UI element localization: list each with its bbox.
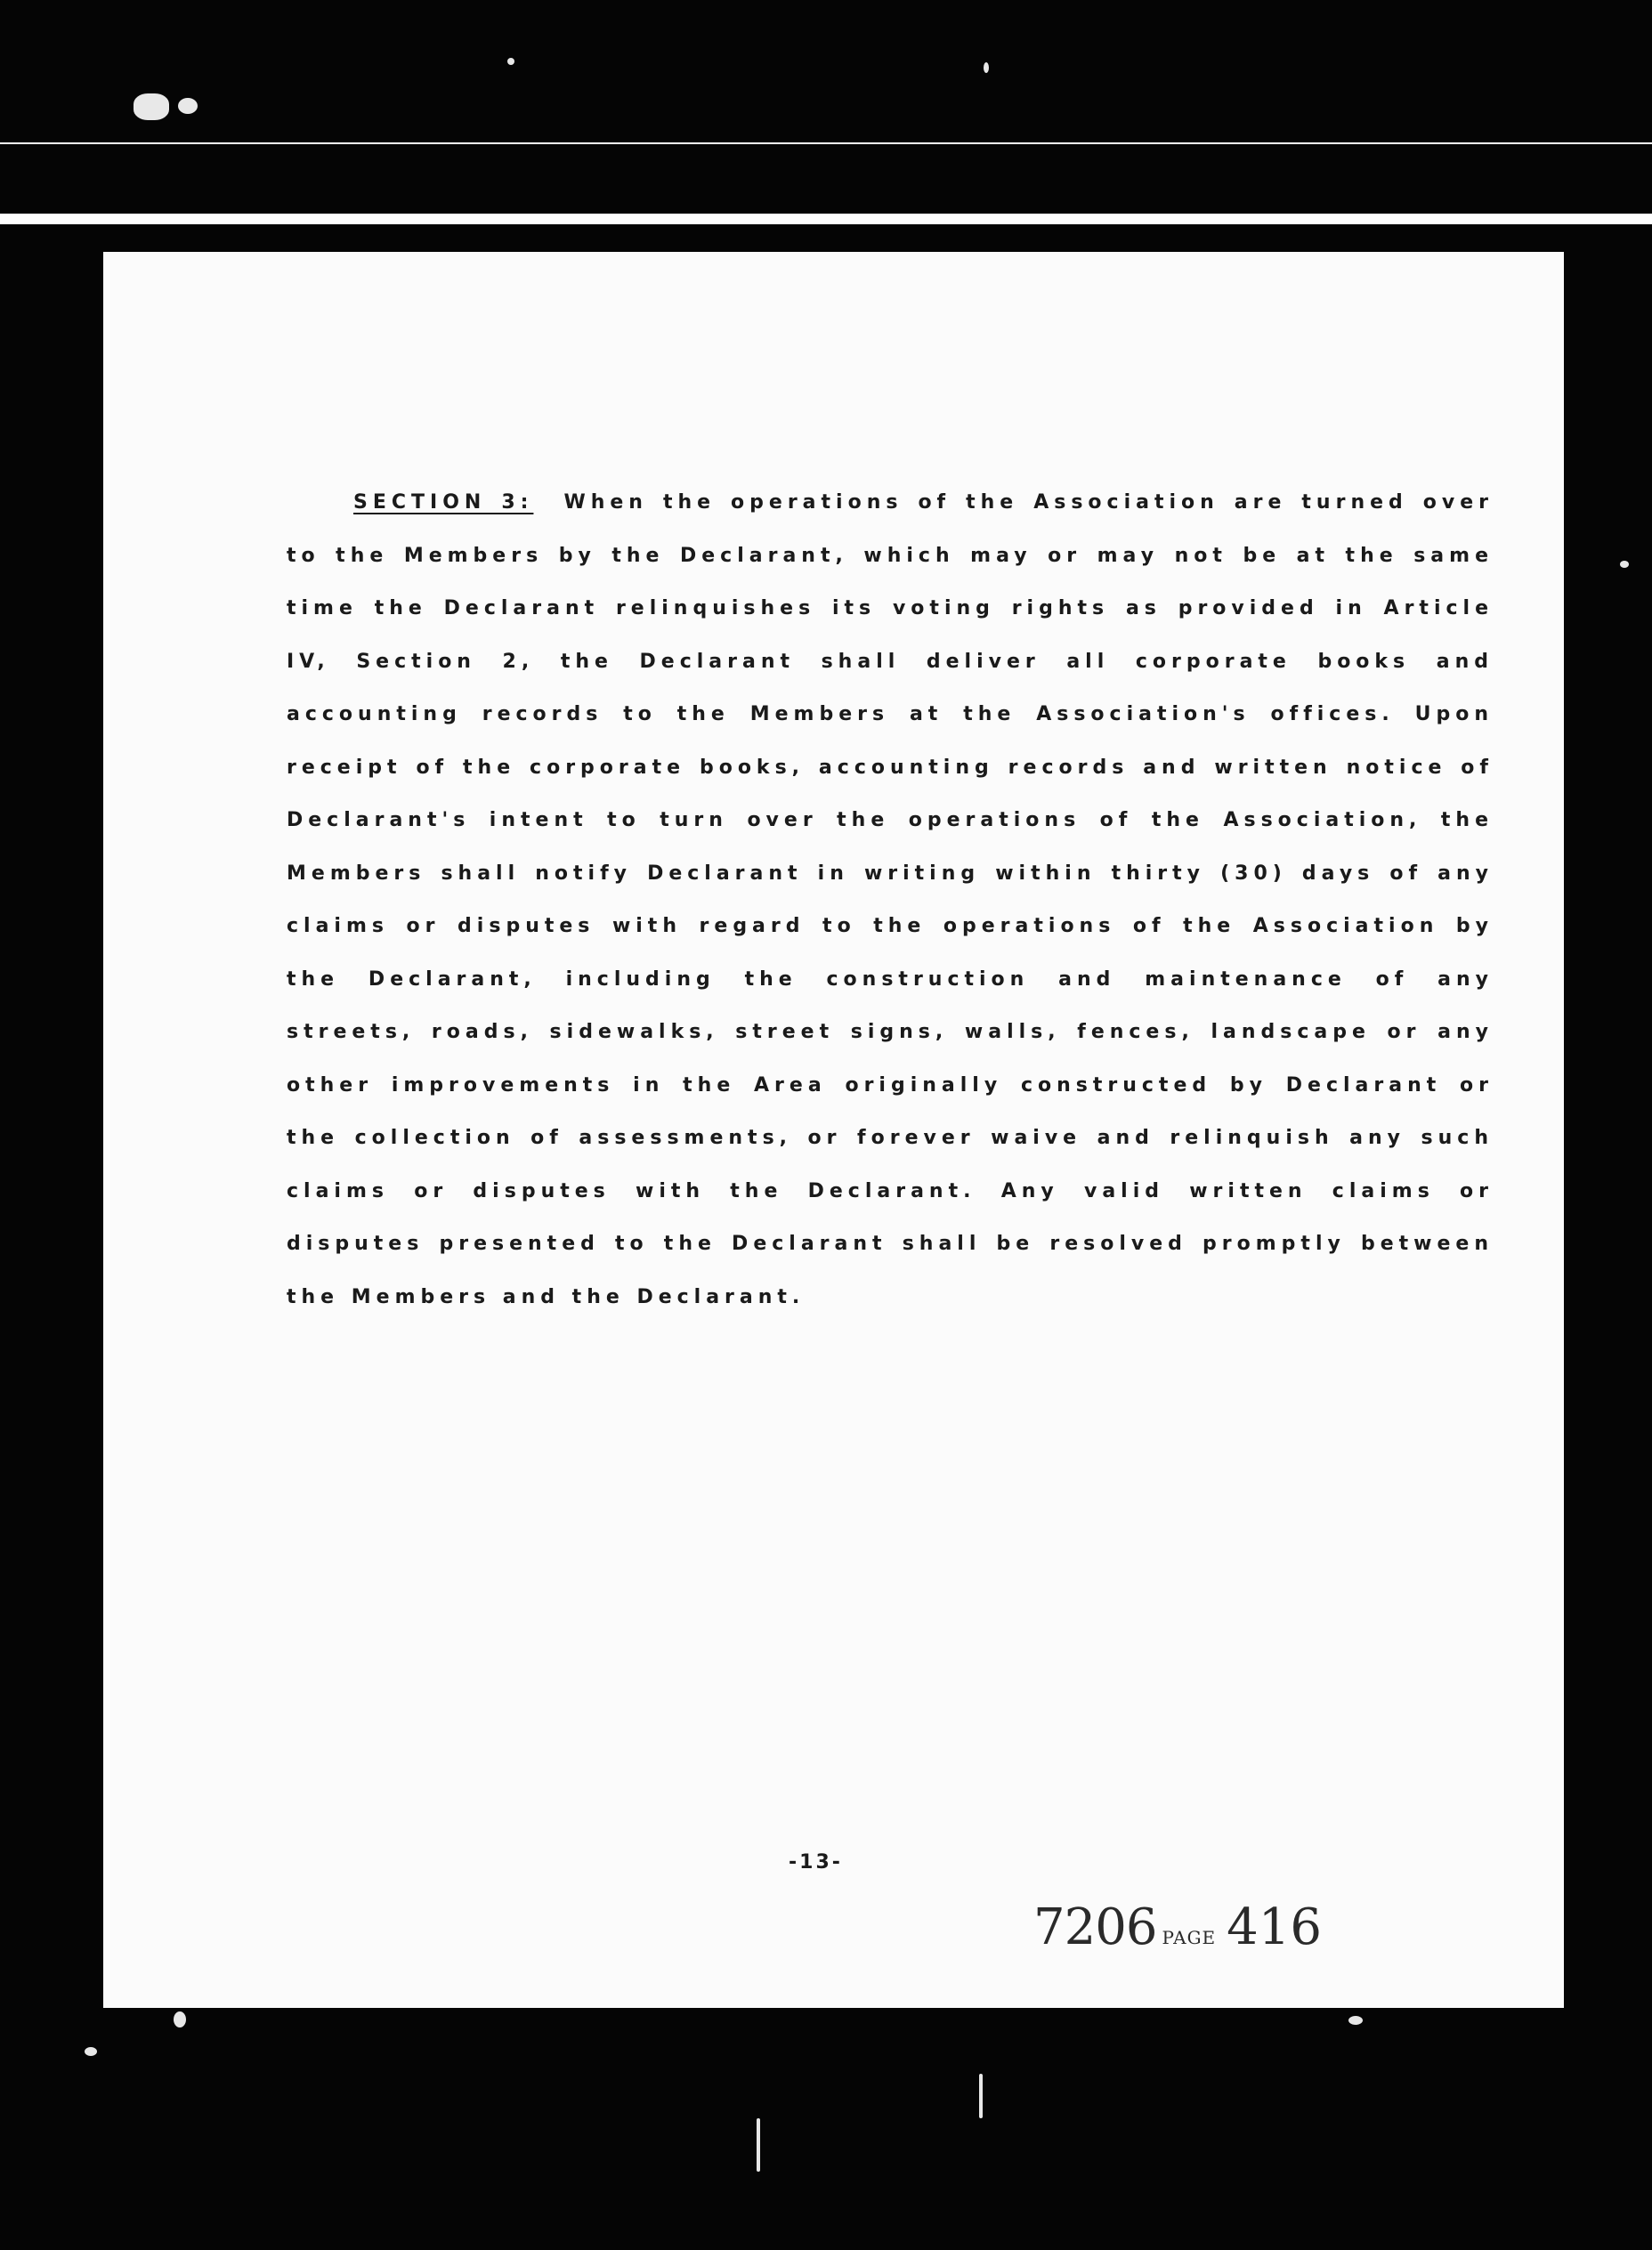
scan-speck xyxy=(85,2047,97,2056)
stamp-book-number: 7206 xyxy=(1033,1898,1157,1956)
scan-speck xyxy=(1348,2016,1363,2025)
section-body: When the operations of the Association are turned over to the Members by the Declarant, which may or may not be at the same time the Declarant relinquishes its voting rights as provided in Article IV, Section 2, the Declarant shall deliver all corporate books and accounting records to the Members at the Association's offices. Upon receipt of the corporate books, accounting records and written notice of Declarant's intent to turn over the operations of the Association, the Members shall notify Declarant in writing within thirty (30) days of any claims or disputes with regard to the operations of the Association by the Declarant, including the construction and maintenance of any streets, roads, sidewalks, street signs, walls, fences, landscape or any other improvements in the Area originally constructed by Declarant or the collection of assessments, or forever waive and relinquish any such claims or disputes with the Declarant. Any valid written claims or disputes presented to the Declarant shall be resolved promptly between the Members and the Declarant. xyxy=(287,491,1494,1308)
recording-stamp xyxy=(1033,1898,1322,1956)
scan-speck xyxy=(984,62,989,73)
page-number: -13- xyxy=(789,1851,843,1874)
stamp-page-word: PAGE xyxy=(1162,1927,1217,1948)
scan-speck xyxy=(178,98,198,114)
section-paragraph xyxy=(287,476,1494,1323)
scan-speck xyxy=(979,2074,983,2118)
scan-speck xyxy=(507,58,514,65)
scan-speck xyxy=(757,2118,760,2172)
scan-speck xyxy=(174,2011,186,2027)
document-page xyxy=(103,252,1564,2008)
scan-rule-thick xyxy=(0,214,1652,224)
scan-rule-thin xyxy=(0,142,1652,144)
scan-speck xyxy=(1620,561,1629,568)
scan-speck xyxy=(134,93,169,120)
stamp-page-number: 416 xyxy=(1227,1898,1323,1956)
section-heading: SECTION 3: xyxy=(353,491,534,514)
